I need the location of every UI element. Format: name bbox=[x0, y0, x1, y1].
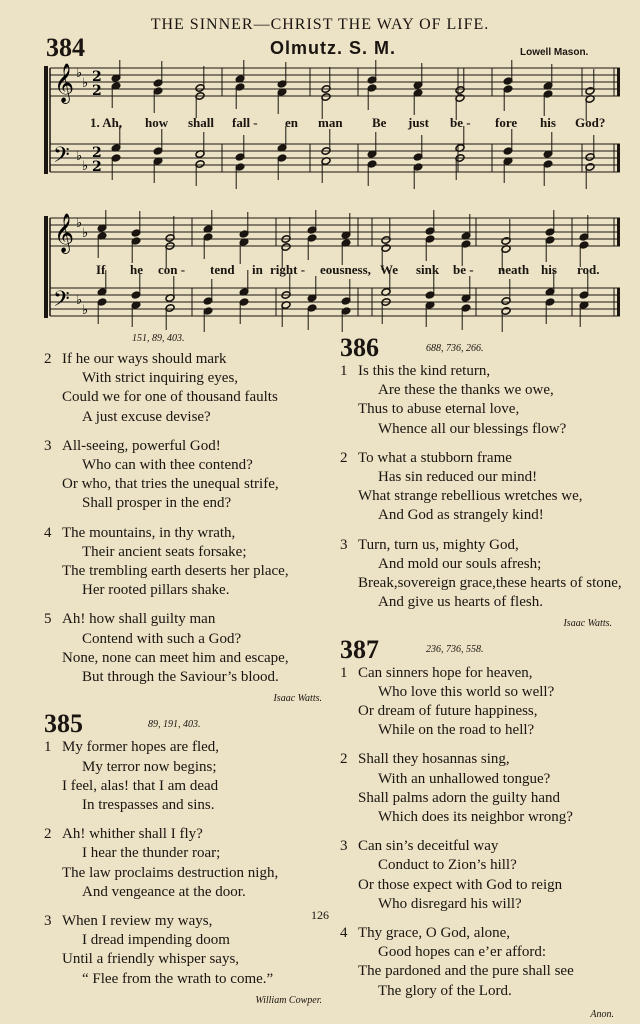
stanza bbox=[340, 750, 636, 827]
stanza-number: 1 bbox=[340, 664, 348, 681]
stanza-number: 4 bbox=[44, 524, 52, 541]
verse-line bbox=[340, 362, 636, 381]
stanza bbox=[340, 924, 636, 1001]
verse-line bbox=[340, 506, 636, 525]
verse-text: With strict inquiring eyes, bbox=[82, 370, 239, 387]
verse-text: A just excuse devise? bbox=[82, 408, 211, 425]
flat-icon: ♭ bbox=[82, 159, 89, 174]
verse-text: Good hopes can e’er afford: bbox=[378, 944, 546, 961]
lyric-syllable: in bbox=[252, 262, 263, 277]
verse-text: Or dream of future happiness, bbox=[358, 703, 538, 720]
flat-icon: ♭ bbox=[82, 226, 89, 241]
stanza-number: 2 bbox=[340, 449, 348, 466]
verse-line bbox=[340, 770, 636, 789]
stanza bbox=[340, 362, 636, 439]
verse-text: “ Flee from the wrath to come.” bbox=[82, 970, 274, 987]
verse-line bbox=[44, 543, 334, 562]
verse-text: Shall they hosannas sing, bbox=[358, 751, 510, 768]
verse-text: The pardoned and the pure shall see bbox=[358, 963, 574, 980]
verse-line bbox=[44, 524, 334, 543]
verse-text: Can sin’s deceitful way bbox=[358, 838, 499, 855]
flat-icon: ♭ bbox=[82, 76, 89, 91]
verse-line bbox=[44, 408, 334, 427]
verse-text: None, none can meet him and escape, bbox=[62, 649, 289, 666]
stanza bbox=[44, 350, 334, 427]
hymn-385-heading bbox=[44, 708, 334, 738]
verse-text: And God as strangely kind! bbox=[378, 507, 544, 524]
hymn-number: 385 bbox=[44, 709, 83, 739]
lyric-syllable: right - bbox=[270, 262, 306, 277]
verse-text: Could we for one of thousand faults bbox=[62, 389, 278, 406]
author-credit: Isaac Watts. bbox=[273, 693, 322, 705]
verse-line bbox=[340, 789, 636, 808]
tune-references: 236, 736, 558. bbox=[426, 644, 484, 656]
verse-text: Shall palms adorn the guilty hand bbox=[358, 789, 561, 806]
verse-line bbox=[44, 475, 334, 494]
lyric-syllable: tend bbox=[210, 262, 235, 277]
verse-text: I feel, alas! that I am dead bbox=[62, 777, 219, 794]
lyric-syllable: just bbox=[408, 115, 429, 130]
verse-text: And give us hearts of flesh. bbox=[378, 594, 543, 611]
verse-line bbox=[44, 950, 334, 969]
tune-name: Olmutz. S. M. bbox=[270, 38, 397, 58]
hymn-387-heading bbox=[340, 634, 636, 664]
verse-text: I hear the thunder roar; bbox=[82, 845, 221, 862]
verse-text: Are these the thanks we owe, bbox=[378, 382, 554, 399]
verse-line bbox=[44, 562, 334, 581]
lyric-syllable: shall bbox=[188, 115, 215, 130]
hymn-386-heading bbox=[340, 332, 636, 362]
flat-icon: ♭ bbox=[76, 149, 83, 164]
verse-line bbox=[340, 555, 636, 574]
hymn-number: 386 bbox=[340, 333, 379, 362]
verse-line bbox=[44, 970, 334, 989]
verse-line bbox=[44, 844, 334, 863]
stanza bbox=[44, 912, 334, 989]
verse-line bbox=[340, 420, 636, 439]
stanza-number: 3 bbox=[340, 838, 348, 855]
stanza-number: 2 bbox=[44, 351, 52, 367]
verse-line bbox=[340, 487, 636, 506]
final-bar-thick bbox=[617, 218, 620, 246]
author-credit: Anon. bbox=[590, 1008, 614, 1020]
lyric-syllable: God? bbox=[575, 115, 606, 130]
verse-line bbox=[340, 381, 636, 400]
time-signature-digit: 2 bbox=[92, 69, 102, 85]
verse-line bbox=[340, 664, 636, 683]
verse-line bbox=[44, 630, 334, 649]
verse-line bbox=[44, 825, 334, 844]
stanza bbox=[340, 536, 636, 613]
lyric-syllable: neath bbox=[498, 262, 530, 277]
verse-line bbox=[44, 649, 334, 668]
verse-line bbox=[340, 808, 636, 827]
verse-text: If he our ways should mark bbox=[62, 351, 227, 367]
verse-text: And vengeance at the door. bbox=[82, 883, 246, 900]
verse-line bbox=[340, 683, 636, 702]
lyric-syllable: If bbox=[96, 262, 106, 277]
verse-line bbox=[340, 962, 636, 981]
flat-icon: ♭ bbox=[76, 293, 83, 308]
lyric-syllable: fore bbox=[495, 115, 518, 130]
verse-text: Ah! how shall guilty man bbox=[62, 611, 216, 628]
stanza bbox=[44, 437, 334, 514]
verse-text: The law proclaims destruction nigh, bbox=[62, 864, 279, 881]
hymn-385-stanzas bbox=[44, 738, 334, 988]
treble-clef-icon: 𝄞 bbox=[54, 213, 75, 253]
verse-line bbox=[44, 864, 334, 883]
verse-text: Or those expect with God to reign bbox=[358, 876, 563, 893]
final-bar-thick bbox=[617, 288, 620, 316]
verse-text: My terror now begins; bbox=[82, 758, 217, 775]
verse-text: Is this the kind return, bbox=[358, 363, 491, 379]
verse-line bbox=[44, 777, 334, 796]
verse-text: But through the Saviour’s blood. bbox=[82, 669, 279, 686]
hymn-387-stanzas bbox=[340, 664, 636, 1001]
verse-line bbox=[340, 702, 636, 721]
lyrics-line-1 bbox=[0, 115, 640, 133]
verse-line bbox=[340, 536, 636, 555]
stanza bbox=[44, 825, 334, 902]
hymn-384-stanzas bbox=[44, 350, 334, 687]
hymn-number: 387 bbox=[340, 634, 379, 664]
flat-icon: ♭ bbox=[76, 216, 83, 231]
stanza-number: 1 bbox=[44, 739, 52, 756]
verse-line bbox=[44, 610, 334, 629]
lyrics-line-2 bbox=[0, 262, 640, 280]
page-header-title: THE SINNER—CHRIST THE WAY OF LIFE. bbox=[150, 16, 490, 33]
author-credit: Isaac Watts. bbox=[563, 618, 612, 630]
verse-line bbox=[340, 721, 636, 740]
tune-references: 688, 736, 266. bbox=[426, 342, 484, 354]
stanza-number: 2 bbox=[44, 826, 52, 843]
verse-text: Until a friendly whisper says, bbox=[62, 951, 240, 968]
verse-line bbox=[340, 924, 636, 943]
stanza bbox=[44, 610, 334, 687]
verse-line bbox=[340, 982, 636, 1001]
lyric-syllable: be - bbox=[453, 262, 474, 277]
final-bar-thick bbox=[617, 144, 620, 172]
verse-line bbox=[44, 883, 334, 902]
verse-line bbox=[44, 388, 334, 407]
time-signature-digit: 2 bbox=[92, 145, 102, 161]
lyric-syllable: be - bbox=[450, 115, 471, 130]
final-bar-thick bbox=[617, 68, 620, 96]
verse-text: Can sinners hope for heaven, bbox=[358, 664, 533, 681]
stanza-number: 2 bbox=[340, 751, 348, 768]
verse-line bbox=[340, 876, 636, 895]
verse-text: And mold our souls afresh; bbox=[378, 555, 542, 572]
hymn-386-stanzas bbox=[340, 362, 636, 612]
verse-text: Who disregard his will? bbox=[378, 895, 522, 912]
verse-line bbox=[44, 931, 334, 950]
lyric-syllable: how bbox=[145, 115, 169, 130]
verse-line bbox=[44, 369, 334, 388]
verse-text: Thy grace, O God, alone, bbox=[358, 925, 511, 942]
verse-text: The glory of the Lord. bbox=[378, 982, 512, 999]
verse-line bbox=[340, 943, 636, 962]
time-signature-digit: 2 bbox=[92, 159, 102, 175]
lyric-syllable: en bbox=[285, 115, 298, 130]
stanza bbox=[340, 449, 636, 526]
verse-line bbox=[44, 437, 334, 456]
verse-text: The trembling earth deserts her place, bbox=[62, 563, 289, 580]
verse-text: Ah! whither shall I fly? bbox=[62, 826, 203, 843]
bass-clef-icon: 𝄢 bbox=[53, 287, 70, 317]
lyric-syllable: his bbox=[540, 115, 556, 130]
stanza bbox=[44, 524, 334, 601]
verse-text: Their ancient seats forsake; bbox=[82, 543, 247, 560]
lyric-syllable: sink bbox=[416, 262, 440, 277]
stanza bbox=[340, 664, 636, 741]
lyric-syllable: con - bbox=[158, 262, 186, 277]
verse-line bbox=[44, 456, 334, 475]
verse-text: With an unhallowed tongue? bbox=[378, 770, 551, 787]
verse-line bbox=[340, 400, 636, 419]
verse-text: Whence all our blessings flow? bbox=[378, 420, 567, 437]
stanza-number: 4 bbox=[340, 925, 348, 942]
lyric-syllable: his bbox=[541, 262, 557, 277]
page-number: 126 bbox=[311, 908, 329, 922]
verse-text: To what a stubborn frame bbox=[358, 449, 512, 466]
composer-credit: Lowell Mason. bbox=[520, 47, 589, 58]
verse-line bbox=[340, 468, 636, 487]
tune-references: 89, 191, 403. bbox=[148, 719, 201, 731]
verse-line bbox=[44, 758, 334, 777]
lyric-syllable: 1. Ah, bbox=[90, 115, 123, 130]
verse-line bbox=[44, 581, 334, 600]
verse-text: Has sin reduced our mind! bbox=[378, 469, 538, 486]
tune-references: 151, 89, 403. bbox=[132, 332, 185, 344]
verse-text: In trespasses and sins. bbox=[82, 797, 215, 814]
lyric-syllable: fall - bbox=[232, 115, 258, 130]
verse-line bbox=[44, 350, 334, 369]
verse-line bbox=[340, 574, 636, 593]
hymn-384-refs-line bbox=[44, 332, 334, 350]
stanza bbox=[340, 837, 636, 914]
lyric-syllable: rod. bbox=[577, 262, 600, 277]
lyric-syllable: eousness, bbox=[320, 262, 371, 277]
stanza-number: 3 bbox=[340, 536, 348, 553]
verse-text: Who love this world so well? bbox=[378, 683, 555, 700]
stanza-number: 5 bbox=[44, 611, 52, 628]
verse-text: When I review my ways, bbox=[62, 913, 213, 930]
lyric-syllable: he bbox=[130, 262, 143, 277]
verse-line bbox=[340, 593, 636, 612]
flat-icon: ♭ bbox=[76, 66, 83, 81]
stanza-number: 1 bbox=[340, 363, 348, 379]
verse-text: Turn, turn us, mighty God, bbox=[358, 536, 519, 553]
verse-text: Contend with such a God? bbox=[82, 630, 242, 647]
stanza bbox=[44, 738, 334, 815]
treble-clef-icon: 𝄞 bbox=[54, 63, 75, 103]
verse-line bbox=[44, 738, 334, 757]
lyric-syllable: Be bbox=[372, 115, 387, 130]
hymn-number: 384 bbox=[46, 33, 85, 62]
author-credit: William Cowper. bbox=[255, 994, 322, 1006]
verse-text: Break,sovereign grace,these hearts of stone, bbox=[358, 575, 622, 592]
verse-line bbox=[44, 796, 334, 815]
stanza-number: 3 bbox=[44, 437, 52, 454]
verse-text: Shall prosper in the end? bbox=[82, 495, 232, 512]
verse-text: Her rooted pillars shake. bbox=[82, 582, 230, 599]
verse-text: My former hopes are fled, bbox=[62, 739, 220, 756]
verse-text: All-seeing, powerful God! bbox=[62, 437, 221, 454]
lyric-syllable: man bbox=[318, 115, 343, 130]
verse-line bbox=[340, 449, 636, 468]
verse-text: What strange rebellious wretches we, bbox=[358, 488, 583, 505]
bass-clef-icon: 𝄢 bbox=[53, 143, 70, 173]
verse-text: The mountains, in thy wrath, bbox=[62, 524, 236, 541]
verse-line bbox=[340, 837, 636, 856]
verse-line bbox=[340, 856, 636, 875]
verse-text: Conduct to Zion’s hill? bbox=[378, 857, 517, 874]
verse-line bbox=[44, 494, 334, 513]
verse-text: I dread impending doom bbox=[82, 932, 230, 949]
verse-line bbox=[44, 668, 334, 687]
verse-text: Or who, that tries the unequal strife, bbox=[62, 476, 279, 493]
lyric-syllable: We bbox=[380, 262, 399, 277]
verse-text: Which does its neighbor wrong? bbox=[378, 809, 573, 826]
time-signature-digit: 2 bbox=[92, 83, 102, 99]
verse-text: Thus to abuse eternal love, bbox=[358, 401, 520, 418]
flat-icon: ♭ bbox=[82, 303, 89, 318]
verse-line bbox=[340, 750, 636, 769]
verse-text: While on the road to hell? bbox=[378, 722, 535, 739]
stanza-number: 3 bbox=[44, 913, 52, 930]
verse-text: Who can with thee contend? bbox=[82, 457, 253, 474]
